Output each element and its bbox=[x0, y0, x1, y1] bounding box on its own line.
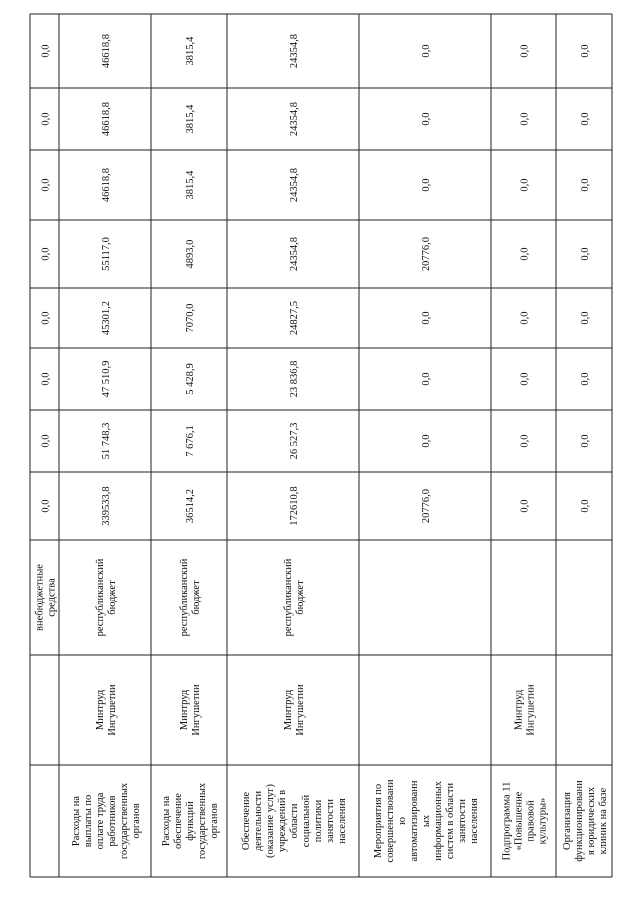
value-cell-line: 0,0 bbox=[519, 247, 531, 261]
value-cell-line: 46618,8 bbox=[101, 167, 112, 203]
executor-cell-line: Ингушетии bbox=[191, 684, 202, 736]
value-cell-line: 24354,8 bbox=[289, 236, 300, 272]
row-name-cell-line: Расходы на bbox=[161, 795, 172, 847]
row-name-cell bbox=[71, 782, 142, 859]
source-cell-line: бюджет bbox=[295, 580, 306, 615]
row-name-cell-line: Мероприятия по bbox=[373, 783, 384, 859]
row-name-cell-line: деятельности bbox=[253, 790, 264, 852]
row-name-cell-line: (оказание услуг) bbox=[265, 784, 276, 858]
value-cell bbox=[421, 434, 432, 447]
source-cell-line: внебюджетные bbox=[34, 564, 46, 631]
executor-cell-line: Минтруд bbox=[283, 689, 294, 731]
row-name-cell-line: культуры» bbox=[537, 797, 549, 845]
value-cell bbox=[289, 423, 300, 460]
source-cell-line: бюджет bbox=[107, 580, 118, 615]
row-name-cell-line: я юридических bbox=[586, 787, 597, 855]
value-cell-line: 0,0 bbox=[580, 44, 591, 58]
value-cell bbox=[580, 311, 591, 324]
value-cell bbox=[520, 372, 531, 385]
value-cell-line: 26 527,3 bbox=[289, 422, 300, 460]
row-name-cell-line: области bbox=[289, 803, 300, 839]
value-cell bbox=[41, 434, 52, 447]
value-cell bbox=[580, 178, 591, 191]
value-cell bbox=[289, 237, 300, 271]
value-cell-line: 23 836,8 bbox=[289, 360, 300, 398]
value-cell-line: 0,0 bbox=[580, 178, 591, 192]
row-name-cell-line: государственных bbox=[119, 782, 130, 860]
value-cell-line: 20776,0 bbox=[421, 236, 432, 272]
value-cell bbox=[421, 489, 432, 523]
row-name-cell-line: политики bbox=[313, 799, 324, 843]
row-name-cell-line: Организация bbox=[562, 792, 573, 850]
value-cell-line: 0,0 bbox=[40, 112, 52, 126]
executor-cell-line: Ингушетии bbox=[107, 684, 118, 736]
row-name-cell-line: занятости bbox=[325, 798, 336, 844]
value-cell bbox=[185, 304, 196, 333]
value-cell-line: 24354,8 bbox=[289, 167, 300, 203]
row-name-cell-line: правовой bbox=[525, 800, 537, 842]
value-cell bbox=[421, 44, 432, 57]
value-cell bbox=[520, 499, 531, 512]
value-cell-line: 36514,2 bbox=[185, 488, 196, 524]
value-cell-line: 0,0 bbox=[519, 499, 531, 513]
value-cell bbox=[41, 44, 52, 57]
row-name-cell-line: Подпрограмма 11 bbox=[501, 781, 513, 861]
value-cell-line: 0,0 bbox=[519, 44, 531, 58]
row-name-cell-line: социальной bbox=[301, 794, 312, 848]
value-cell bbox=[421, 372, 432, 385]
executor-cell-line: Ингушетии bbox=[525, 684, 537, 736]
row-name-cell-line: Обеспечение bbox=[241, 791, 252, 851]
value-cell bbox=[101, 168, 112, 202]
source-cell-line: средства bbox=[46, 578, 58, 617]
value-cell bbox=[185, 240, 196, 269]
value-cell-line: 3815,4 bbox=[185, 104, 196, 134]
value-cell-line: 3815,4 bbox=[185, 36, 196, 66]
value-cell bbox=[580, 247, 591, 260]
executor-cell bbox=[179, 684, 202, 736]
value-cell-line: 0,0 bbox=[40, 44, 52, 58]
row-name-cell-line: выплаты по bbox=[83, 794, 94, 848]
value-cell bbox=[185, 489, 196, 523]
row-name-cell-line: Расходы на bbox=[71, 795, 82, 847]
value-cell-line: 0,0 bbox=[421, 178, 432, 192]
value-cell bbox=[580, 44, 591, 57]
value-cell bbox=[41, 178, 52, 191]
source-cell-line: бюджет bbox=[191, 580, 202, 615]
value-cell-line: 0,0 bbox=[580, 112, 591, 126]
executor-cell bbox=[283, 684, 306, 736]
executor-cell-line: Ингушетии bbox=[295, 684, 306, 736]
row-name-cell-line: обеспечение bbox=[173, 793, 184, 849]
value-cell bbox=[289, 168, 300, 202]
value-cell bbox=[289, 102, 300, 136]
executor-cell-line: Минтруд bbox=[513, 689, 525, 731]
value-cell-line: 0,0 bbox=[519, 178, 531, 192]
value-cell-line: 24354,8 bbox=[289, 33, 300, 69]
value-cell bbox=[520, 178, 531, 191]
value-cell-line: 0,0 bbox=[580, 311, 591, 325]
value-cell bbox=[101, 102, 112, 136]
value-cell bbox=[580, 372, 591, 385]
value-cell-line: 0,0 bbox=[580, 499, 591, 513]
value-cell-line: 0,0 bbox=[421, 434, 432, 448]
value-cell bbox=[289, 34, 300, 68]
value-cell-line: 24354,8 bbox=[289, 101, 300, 137]
row-name-cell-line: информационных bbox=[433, 781, 444, 861]
row-name-cell-line: совершенствовани bbox=[385, 779, 396, 863]
value-cell-line: 47 510,9 bbox=[101, 360, 112, 398]
value-cell-line: 46618,8 bbox=[101, 101, 112, 137]
value-cell bbox=[101, 486, 112, 525]
value-cell-line: 172610,8 bbox=[289, 486, 300, 526]
value-cell-line: 0,0 bbox=[40, 434, 52, 448]
executor-cell-line: Минтруд bbox=[179, 689, 190, 731]
value-cell-line: 0,0 bbox=[580, 247, 591, 261]
table-text bbox=[35, 34, 610, 863]
value-cell-line: 0,0 bbox=[421, 112, 432, 126]
value-cell-line: 0,0 bbox=[519, 434, 531, 448]
value-cell bbox=[101, 361, 112, 398]
value-cell-line: 7 676,1 bbox=[185, 425, 196, 457]
source-cell bbox=[179, 558, 202, 636]
value-cell bbox=[289, 486, 300, 525]
value-cell-line: 3815,4 bbox=[185, 170, 196, 200]
executor-cell bbox=[514, 684, 537, 736]
value-cell-line: 55117,0 bbox=[101, 237, 112, 271]
value-cell bbox=[580, 434, 591, 447]
value-cell bbox=[421, 237, 432, 271]
value-cell bbox=[421, 112, 432, 125]
row-name-cell bbox=[161, 782, 220, 859]
row-name-cell-line: функций bbox=[185, 801, 196, 841]
row-name-cell-line: государственных bbox=[197, 782, 208, 860]
value-cell-line: 4893,0 bbox=[185, 239, 196, 269]
value-cell-line: 20776,0 bbox=[421, 488, 432, 524]
value-cell bbox=[101, 423, 112, 460]
value-cell bbox=[185, 170, 196, 200]
row-name-cell-line: автоматизированн bbox=[409, 780, 420, 862]
value-cell-line: 0,0 bbox=[519, 372, 531, 386]
value-cell-line: 45301,2 bbox=[101, 300, 112, 336]
row-name-cell-line: занятости bbox=[457, 798, 468, 844]
value-cell-line: 0,0 bbox=[421, 44, 432, 58]
value-cell-line: 0,0 bbox=[421, 372, 432, 386]
row-name-cell-line: оплате труда bbox=[95, 792, 106, 850]
value-cell-line: 0,0 bbox=[421, 311, 432, 325]
row-name-cell-line: работников bbox=[107, 795, 118, 847]
value-cell bbox=[520, 44, 531, 57]
value-cell bbox=[520, 247, 531, 260]
value-cell bbox=[520, 434, 531, 447]
value-cell-line: 0,0 bbox=[40, 499, 52, 513]
value-cell-line: 0,0 bbox=[580, 434, 591, 448]
value-cell bbox=[185, 104, 196, 134]
row-name-cell-line: органов bbox=[209, 803, 220, 839]
value-cell bbox=[185, 363, 196, 395]
row-name-cell-line: ю bbox=[397, 817, 408, 825]
value-cell-line: 0,0 bbox=[40, 247, 52, 261]
row-name-cell-line: систем в области bbox=[445, 782, 456, 860]
source-cell-line: республиканский bbox=[95, 558, 106, 637]
row-name-cell bbox=[502, 782, 549, 861]
source-cell bbox=[35, 564, 58, 631]
source-cell bbox=[95, 558, 118, 636]
value-cell bbox=[101, 237, 112, 271]
value-cell bbox=[101, 34, 112, 68]
value-cell-line: 0,0 bbox=[40, 178, 52, 192]
value-cell bbox=[101, 301, 112, 335]
value-cell-line: 0,0 bbox=[519, 112, 531, 126]
value-cell bbox=[41, 311, 52, 324]
row-name-cell-line: ых bbox=[421, 814, 432, 828]
executor-cell bbox=[95, 684, 118, 736]
value-cell-line: 0,0 bbox=[40, 311, 52, 325]
row-name-cell-line: учреждений в bbox=[277, 789, 288, 853]
row-name-cell-line: клиник на базе bbox=[598, 787, 609, 855]
value-cell-line: 0,0 bbox=[519, 311, 531, 325]
value-cell bbox=[41, 372, 52, 385]
value-cell-line: 339533,8 bbox=[101, 486, 112, 526]
value-cell-line: 46618,8 bbox=[101, 33, 112, 69]
value-cell bbox=[580, 499, 591, 512]
row-name-cell-line: «Повышение bbox=[513, 791, 525, 851]
value-cell bbox=[421, 178, 432, 191]
row-name-cell-line: населения bbox=[337, 798, 348, 844]
value-cell bbox=[41, 247, 52, 260]
value-cell-line: 0,0 bbox=[580, 372, 591, 386]
value-cell bbox=[580, 112, 591, 125]
source-cell bbox=[283, 558, 306, 636]
row-name-cell-line: органов bbox=[131, 803, 142, 839]
value-cell bbox=[289, 361, 300, 398]
row-name-cell bbox=[241, 784, 348, 858]
row-name-cell-line: функционировани bbox=[574, 780, 585, 862]
row-name-cell bbox=[373, 779, 480, 863]
value-cell bbox=[520, 112, 531, 125]
value-cell-line: 24827,5 bbox=[289, 300, 300, 336]
value-cell bbox=[41, 112, 52, 125]
value-cell-line: 5 428,9 bbox=[185, 363, 196, 395]
row-name-cell-line: населения bbox=[469, 798, 480, 844]
value-cell bbox=[520, 311, 531, 324]
source-cell-line: республиканский bbox=[179, 558, 190, 637]
executor-cell-line: Минтруд bbox=[95, 689, 106, 731]
value-cell-line: 0,0 bbox=[40, 372, 52, 386]
value-cell bbox=[41, 499, 52, 512]
value-cell bbox=[185, 36, 196, 66]
source-cell-line: республиканский bbox=[283, 558, 294, 637]
value-cell bbox=[185, 425, 196, 457]
row-name-cell bbox=[562, 780, 609, 862]
value-cell-line: 7070,0 bbox=[185, 303, 196, 333]
value-cell bbox=[289, 301, 300, 335]
value-cell-line: 51 748,3 bbox=[101, 422, 112, 460]
value-cell bbox=[421, 311, 432, 324]
